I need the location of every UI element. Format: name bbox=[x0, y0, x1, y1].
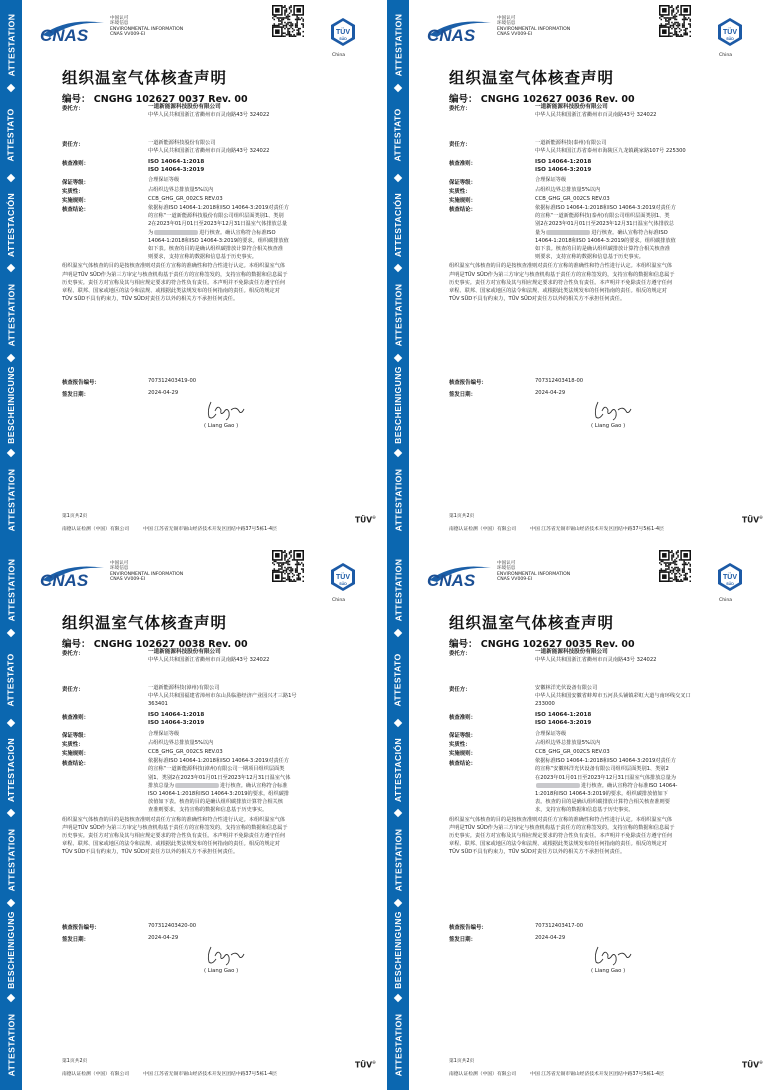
band-word bbox=[387, 725, 409, 815]
conclusion-fragment: 进行核查。确认宣称符合标准ISO bbox=[199, 229, 276, 236]
band-word bbox=[0, 0, 22, 90]
cnas-caption-line: ENVIRONMENTAL INFORMATION bbox=[110, 571, 184, 577]
band-word bbox=[387, 270, 409, 360]
client-name: 一道新能源科技股份有限公司 bbox=[148, 103, 221, 110]
band-word bbox=[0, 545, 22, 635]
signature bbox=[590, 398, 634, 422]
paragraph-line: 声明是TÜV SÜD作为第三方审定与核查机构基于责任方的宣称签发的，支持宣称的数据和信息属于 bbox=[449, 824, 675, 831]
footer-item: 中国 江苏省无锡市锡山经济技术开发区团结中路37号5栋1-4层 bbox=[143, 527, 277, 532]
field-label: 核查准则： bbox=[62, 161, 89, 168]
paragraph-line: 组织温室气体核查的目的是按核查准则对责任方宣称的准确性和符合性进行认定。本组织温室气体 bbox=[449, 816, 673, 823]
client-name: 一道新能源科技股份有限公司 bbox=[535, 648, 608, 655]
responsible-line: 一道新能源科技(泰州)有限公司 bbox=[535, 139, 607, 146]
field-label: 保证等级： bbox=[62, 733, 89, 739]
conclusion-line: 依据标准ISO 14064-1:2018和ISO 14064-3:2019对责任方 bbox=[148, 758, 290, 765]
band-word bbox=[387, 90, 409, 180]
band-word-text: ATTESTATION bbox=[393, 468, 404, 532]
conclusion-redacted-line bbox=[535, 782, 677, 790]
field-label: 实质性： bbox=[449, 742, 471, 749]
certificate-page bbox=[387, 545, 774, 1090]
paragraph-line: TÜV SÜD不具有约束力，TÜV SÜD对责任方以外的相关方不承担任何责任。 bbox=[449, 296, 626, 303]
statement-paragraph bbox=[62, 262, 362, 303]
tuv-footer-mark bbox=[355, 515, 376, 525]
paragraph-line: TÜV SÜD不具有约束力，TÜV SÜD对责任方以外的相关方不承担任何责任。 bbox=[62, 849, 239, 856]
conclusion-fragment: 进行核查。确认宣称符合标准ISO 14064- bbox=[581, 782, 678, 789]
field-label: 实施规则： bbox=[449, 751, 476, 758]
field-label: 核查报告编号： bbox=[62, 380, 100, 386]
conclusion-fragment: 为 bbox=[148, 229, 154, 236]
band-word-text: ATTESTATION bbox=[6, 13, 17, 77]
certificate-page bbox=[0, 0, 387, 545]
field-label: 核查报告编号： bbox=[449, 925, 487, 931]
responsible-line: 中华人民共和国江苏省泰州市海陵区九龙镇跳家路107号 225300 bbox=[535, 147, 686, 154]
band-word bbox=[0, 360, 22, 450]
signer-name: ( Liang Gao ) bbox=[591, 968, 626, 974]
tuv-badge-icon bbox=[717, 563, 743, 597]
band-word bbox=[387, 545, 409, 635]
responsible-line: 一道新能源科技股份有限公司 bbox=[148, 139, 216, 146]
qr-code-icon bbox=[659, 5, 691, 37]
conclusion-line: 的宣称“一道新能源科技(漳州)有限公司一期项目组织层面类 bbox=[148, 766, 285, 773]
conclusion-line: 则要求，支持宣称的数据和信息基于历史事实。 bbox=[148, 254, 257, 261]
paragraph-line: 声明是TÜV SÜD作为第三方审定与核查机构基于责任方的宣称签发的，支持宣称的数据和信息属于 bbox=[62, 824, 288, 831]
paragraph-line: 组织温室气体核查的目的是按核查准则对责任方宣称的准确性和符合性进行认定。本组织温室气体 bbox=[62, 263, 286, 270]
report-number: 707312403418-00 bbox=[535, 377, 584, 384]
band-word bbox=[0, 180, 22, 270]
field-label: 实质性： bbox=[62, 189, 84, 195]
cnas-caption-line: 中国认可 bbox=[497, 561, 516, 566]
footer-item: 南德认证检测（中国）有限公司 bbox=[449, 527, 517, 532]
conclusion-line: 依据标准ISO 14064-1:2018和ISO 14064-3:2019对责任方 bbox=[535, 758, 677, 765]
conclusion-line: 依据标准ISO 14064-1:2018和ISO 14064-3:2019对责任方 bbox=[148, 204, 290, 211]
program-rule: CCB_GHG_GR_002CS REV.03 bbox=[535, 748, 610, 755]
conclusion-line: 则要求，支持宣称的数据和信息基于历史事实。 bbox=[535, 254, 644, 261]
band-word-text: ATTESTACIÓN bbox=[6, 737, 17, 803]
band-word-text: ATTESTACIÓN bbox=[6, 192, 17, 258]
program-rule: CCB_GHG_GR_002CS REV.03 bbox=[148, 748, 223, 755]
signer-name: ( Liang Gao ) bbox=[204, 968, 239, 974]
field-label: 核查结论： bbox=[62, 207, 89, 214]
field-label: 签发日期： bbox=[449, 937, 476, 943]
tuv-footer-text: TÜV bbox=[742, 515, 760, 525]
conclusion-line: ISO 14064-1:2018和ISO 14064-3:2019的要求。组织碳排 bbox=[148, 790, 290, 797]
page-number: 第1页共2页 bbox=[449, 1059, 475, 1064]
band-word bbox=[0, 1000, 22, 1090]
document-number: 编号： CNGHG 102627 0037 Rev. 00 bbox=[62, 94, 248, 105]
band-word bbox=[387, 905, 409, 995]
svg-text:SÜD: SÜD bbox=[726, 37, 734, 41]
band-word-text: ATTESTATO bbox=[6, 653, 16, 707]
footer-item: 南德认证检测（中国）有限公司 bbox=[62, 527, 130, 532]
conclusion-line: 如下表。核查的目的是确认组织碳排放计算符合相关核查准 bbox=[148, 245, 283, 252]
materiality-value: 占组织边界总排放量5%以内 bbox=[535, 739, 601, 746]
cnas-caption-line: ENVIRONMENTAL INFORMATION bbox=[497, 571, 571, 577]
cnas-caption-line: 环境信息 bbox=[110, 566, 129, 572]
document-number: 编号： CNGHG 102627 0036 Rev. 00 bbox=[449, 94, 635, 105]
responsible-line: 中华人民共和国福建省漳州市东山县临港经济产业园兴才三路1号 bbox=[148, 692, 297, 699]
band-word-text: ATTESTATION bbox=[393, 13, 404, 77]
cnas-caption bbox=[497, 561, 570, 583]
tuv-badge-icon bbox=[717, 18, 743, 52]
field-label: 核查报告编号： bbox=[449, 380, 487, 386]
conclusion-fragment: 进行核查。确认宣称符合标准ISO bbox=[591, 229, 668, 236]
registered-mark: ® bbox=[759, 515, 764, 520]
conclusion-line: 的宣称“一道新能源科技(泰州)有限公司组织层面类别1、类 bbox=[535, 213, 670, 220]
band-word bbox=[387, 180, 409, 270]
field-label: 实质性： bbox=[449, 189, 471, 195]
field-label: 责任方： bbox=[62, 687, 84, 693]
band-word bbox=[0, 725, 22, 815]
client-name: 一道新能源科技股份有限公司 bbox=[535, 103, 608, 110]
registered-mark: ® bbox=[372, 1060, 377, 1065]
field-label: 保证等级： bbox=[62, 179, 89, 186]
tuv-footer-mark bbox=[742, 1060, 763, 1070]
sign-date: 2024-04-29 bbox=[148, 389, 179, 396]
cnas-caption bbox=[497, 16, 570, 38]
responsible-line: 一道新能源科技(漳州)有限公司 bbox=[148, 684, 220, 691]
paragraph-line: 组织温室气体核查的目的是按核查准则对责任方宣称的准确性和符合性进行认定。本组织温室气体 bbox=[62, 816, 286, 823]
cnas-logo-icon bbox=[425, 560, 495, 590]
conclusion-fragment: 量为 bbox=[535, 229, 546, 236]
cnas-logo-icon bbox=[38, 15, 108, 45]
paragraph-line: 历史事实。责任方对宣称及其与相应规定要求的符合性负有责任。本声明并不免除责任方遵守任何 bbox=[449, 832, 673, 839]
paragraph-line: 历史事实。责任方对宣称及其与相应规定要求的符合性负有责任。本声明并不免除责任方遵守任何 bbox=[62, 279, 286, 286]
band-word-text: ATTESTATION bbox=[6, 283, 17, 347]
field-label: 责任方： bbox=[449, 687, 471, 693]
paragraph-line: 历史事实。责任方对宣称及其与相应规定要求的符合性负有责任。本声明并不免除责任方遵守任何 bbox=[62, 832, 286, 839]
page-number: 第1页共2页 bbox=[62, 514, 88, 519]
footer-item: 中国 江苏省无锡市锡山经济技术开发区团结中路37号5栋1-4层 bbox=[530, 1072, 664, 1077]
band-word bbox=[387, 1000, 409, 1090]
page-number: 第1页共2页 bbox=[62, 1059, 88, 1064]
conclusion-line: 别1、类别2在2023年01月01日至2023年12月31日温室气体 bbox=[148, 774, 291, 781]
conclusion-line: 如下表。核查的目的是确认组织碳排放计算符合相关核查准 bbox=[535, 245, 670, 252]
side-band bbox=[0, 0, 22, 545]
paragraph-line: 声明是TÜV SÜD作为第三方审定与核查机构基于责任方的宣称签发的，支持宣称的数据和信息属于 bbox=[62, 271, 288, 278]
signature bbox=[203, 398, 247, 422]
conclusion-line: 放值如下表。核查的目的是确认组织碳排放计算符合相关核 bbox=[148, 799, 283, 806]
paragraph-line: TÜV SÜD不具有约束力，TÜV SÜD对责任方以外的相关方不承担任何责任。 bbox=[62, 296, 239, 303]
conclusion-line: 在2023年01月01日至2023年12月31日温室气体排放总量为 bbox=[535, 774, 676, 781]
cnas-caption-line: ENVIRONMENTAL INFORMATION bbox=[497, 26, 571, 32]
client-name: 一道新能源科技股份有限公司 bbox=[148, 648, 221, 655]
materiality-value: 占组织边界总排放量5%以内 bbox=[148, 739, 214, 746]
side-band bbox=[387, 545, 409, 1090]
svg-text:TÜV: TÜV bbox=[336, 574, 350, 581]
field-label: 核查报告编号： bbox=[62, 925, 100, 931]
cnas-caption-line: 环境信息 bbox=[110, 21, 129, 27]
redacted-value bbox=[154, 230, 198, 235]
band-word-text: BESCHEINIGUNG bbox=[393, 366, 403, 444]
redacted-value bbox=[546, 230, 590, 235]
cnas-logo-icon bbox=[425, 15, 495, 45]
field-label: 委托方： bbox=[62, 106, 84, 112]
conclusion-redacted-line bbox=[148, 229, 276, 237]
field-label: 保证等级： bbox=[449, 179, 476, 186]
svg-text:TÜV: TÜV bbox=[723, 29, 737, 36]
conclusion-line: 14064-1:2018和ISO 14064-3:2019的要求。组织碳排放值 bbox=[148, 237, 289, 244]
band-word-text: ATTESTATION bbox=[6, 1013, 17, 1077]
band-word-text: ATTESTACIÓN bbox=[393, 737, 404, 803]
criteria-standard: ISO 14064-1:2018 bbox=[535, 712, 592, 719]
tuv-badge-icon bbox=[330, 563, 356, 597]
field-label: 核查准则： bbox=[449, 161, 476, 168]
svg-text:TÜV: TÜV bbox=[336, 29, 350, 36]
criteria-standard: ISO 14064-1:2018 bbox=[535, 158, 592, 165]
sign-date: 2024-04-29 bbox=[148, 934, 179, 941]
band-word-text: ATTESTATION bbox=[6, 828, 17, 892]
client-address: 中华人民共和国浙江省衢州市百灵南路43号 324022 bbox=[535, 111, 657, 118]
report-number: 707312403419-00 bbox=[148, 377, 197, 384]
conclusion-line: 表。核查的目的是确认组织碳排放计算符合相关核查准则要 bbox=[535, 799, 670, 806]
band-word bbox=[387, 455, 409, 545]
paragraph-line: 组织温室气体核查的目的是按核查准则对责任方宣称的准确性和符合性进行认定。本组织温室气体 bbox=[449, 263, 673, 270]
assurance-level: 合理保证等级 bbox=[148, 177, 180, 184]
document-number: 编号： CNGHG 102627 0035 Rev. 00 bbox=[449, 639, 635, 650]
svg-text:CNAS: CNAS bbox=[427, 26, 476, 45]
band-word-text: BESCHEINIGUNG bbox=[6, 911, 16, 989]
criteria-standard: ISO 14064-1:2018 bbox=[148, 712, 205, 719]
conclusion-line: 查准则要求，支持宣称的数据和信息基于历史事实。 bbox=[148, 807, 268, 814]
criteria-standard: ISO 14064-3:2019 bbox=[535, 167, 592, 174]
report-number: 707312403417-00 bbox=[535, 922, 584, 929]
svg-text:SÜD: SÜD bbox=[726, 582, 734, 586]
footer-item: 南德认证检测（中国）有限公司 bbox=[449, 1072, 517, 1077]
paragraph-line: 章程、联邦、国家或地区的法令和法规、或根据此类法规发布的任何指南的责任。相反的规定对 bbox=[62, 841, 280, 848]
field-label: 实施规则： bbox=[449, 198, 476, 205]
band-word-text: ATTESTACIÓN bbox=[393, 192, 404, 258]
svg-text:CNAS: CNAS bbox=[427, 571, 476, 590]
cnas-caption bbox=[110, 561, 183, 583]
band-word bbox=[0, 905, 22, 995]
band-word bbox=[387, 635, 409, 725]
cnas-caption-line: CNAS VV009-EI bbox=[497, 577, 533, 583]
conclusion-redacted-line bbox=[535, 229, 668, 237]
qr-code-icon bbox=[272, 5, 304, 37]
field-label: 委托方： bbox=[449, 651, 471, 657]
paragraph-line: 历史事实。责任方对宣称及其与相应规定要求的符合性负有责任。本声明并不免除责任方遵守任何 bbox=[449, 279, 673, 286]
field-label: 核查结论： bbox=[62, 760, 89, 767]
tuv-footer-text: TÜV bbox=[355, 515, 373, 525]
cnas-caption-line: 中国认可 bbox=[497, 16, 516, 21]
redacted-value bbox=[175, 783, 219, 788]
assurance-level: 合理保证等级 bbox=[148, 730, 180, 737]
responsible-line: 安徽林洋光伏设备有限公司 bbox=[535, 684, 598, 691]
materiality-value: 占组织边界总排放量5%以内 bbox=[148, 186, 214, 193]
responsible-line: 363401 bbox=[148, 700, 168, 707]
footer bbox=[449, 525, 678, 532]
side-band bbox=[387, 0, 409, 545]
field-label: 委托方： bbox=[449, 106, 471, 112]
band-word-text: ATTESTATION bbox=[393, 828, 404, 892]
tuv-footer-text: TÜV bbox=[742, 1060, 760, 1070]
field-label: 签发日期： bbox=[62, 937, 89, 943]
country-label: China bbox=[332, 598, 346, 603]
cnas-caption-line: ENVIRONMENTAL INFORMATION bbox=[110, 26, 184, 32]
svg-text:CNAS: CNAS bbox=[40, 571, 89, 590]
cnas-caption-line: CNAS VV009-EI bbox=[497, 32, 533, 38]
client-address: 中华人民共和国浙江省衢州市百灵南路43号 324022 bbox=[148, 111, 270, 118]
conclusion-line: 依据标准ISO 14064-1:2018和ISO 14064-3:2019对责任方 bbox=[535, 204, 677, 211]
band-word-text: BESCHEINIGUNG bbox=[6, 366, 16, 444]
conclusion-fragment: 排放总量为 bbox=[148, 782, 174, 789]
field-label: 实质性： bbox=[62, 742, 84, 749]
field-label: 责任方： bbox=[62, 142, 84, 148]
statement-paragraph bbox=[62, 816, 362, 857]
program-rule: CCB_GHG_GR_002CS REV.03 bbox=[148, 195, 223, 202]
tuv-footer-mark bbox=[355, 1060, 376, 1070]
field-label: 核查准则： bbox=[449, 714, 476, 721]
side-band bbox=[0, 545, 22, 1090]
assurance-level: 合理保证等级 bbox=[535, 730, 567, 737]
cnas-caption-line: CNAS VV009-EI bbox=[110, 32, 146, 38]
footer-item: 中国 江苏省无锡市锡山经济技术开发区团结中路37号5栋1-4层 bbox=[143, 1072, 277, 1077]
tuv-footer-text: TÜV bbox=[355, 1060, 373, 1070]
footer bbox=[449, 1070, 678, 1077]
field-label: 实施规则： bbox=[62, 198, 89, 205]
field-label: 签发日期： bbox=[449, 392, 476, 398]
signature bbox=[590, 943, 634, 967]
band-word bbox=[387, 0, 409, 90]
svg-text:SÜD: SÜD bbox=[339, 582, 347, 586]
band-word bbox=[0, 270, 22, 360]
country-label: China bbox=[719, 53, 733, 58]
page-title: 组织温室气体核查声明 bbox=[62, 614, 228, 632]
criteria-standard: ISO 14064-3:2019 bbox=[148, 167, 205, 174]
page-title: 组织温室气体核查声明 bbox=[62, 69, 228, 87]
field-label: 责任方： bbox=[449, 142, 471, 148]
client-address: 中华人民共和国浙江省衢州市百灵南路43号 324022 bbox=[148, 656, 270, 663]
responsible-line: 中华人民共和国安徽省蚌埠市五河县头铺镇彩虹大道与南环线交叉口 bbox=[535, 692, 691, 699]
certificate-page bbox=[387, 0, 774, 545]
paragraph-line: 章程、联邦、国家或地区的法令和法规、或根据此类法规发布的任何指南的责任。相反的规定对 bbox=[449, 841, 667, 848]
cnas-caption bbox=[110, 16, 183, 38]
band-word-text: ATTESTATION bbox=[393, 283, 404, 347]
statement-paragraph bbox=[449, 262, 749, 303]
sign-date: 2024-04-29 bbox=[535, 934, 566, 941]
conclusion-redacted-line bbox=[148, 782, 287, 790]
country-label: China bbox=[719, 598, 733, 603]
field-label: 委托方： bbox=[62, 651, 84, 657]
band-word bbox=[0, 635, 22, 725]
report-number: 707312403420-00 bbox=[148, 922, 197, 929]
assurance-level: 合理保证等级 bbox=[535, 177, 567, 184]
band-word bbox=[0, 815, 22, 905]
document-number: 编号： CNGHG 102627 0038 Rev. 00 bbox=[62, 639, 248, 650]
band-word-text: ATTESTATION bbox=[6, 468, 17, 532]
cnas-caption-line: CNAS VV009-EI bbox=[110, 577, 146, 583]
cnas-caption-line: 中国认可 bbox=[110, 16, 129, 21]
page-number: 第1页共2页 bbox=[449, 514, 475, 519]
qr-code-icon bbox=[272, 550, 304, 582]
responsible-line: 233000 bbox=[535, 700, 555, 707]
conclusion-fragment: 进行核查。确认宣称符合标准 bbox=[219, 782, 288, 789]
cnas-caption-line: 环境信息 bbox=[497, 21, 516, 27]
responsible-line: 中华人民共和国浙江省衢州市百灵南路43号 324022 bbox=[148, 147, 270, 154]
paragraph-line: 章程、联邦、国家或地区的法令和法规、或根据此类法规发布的任何指南的责任。相反的规定对 bbox=[62, 287, 280, 294]
statement-paragraph bbox=[449, 816, 749, 857]
sign-date: 2024-04-29 bbox=[535, 389, 566, 396]
band-word bbox=[387, 360, 409, 450]
certificate-page bbox=[0, 545, 387, 1090]
conclusion-line: 的宣称“一道新能源科技股份有限公司组织层面类别1、类别 bbox=[148, 213, 284, 220]
criteria-standard: ISO 14064-1:2018 bbox=[148, 158, 205, 165]
signer-name: ( Liang Gao ) bbox=[204, 423, 239, 429]
conclusion-line: 求，支持宣称的数据和信息基于历史事实。 bbox=[535, 807, 634, 814]
paragraph-line: 声明是TÜV SÜD作为第三方审定与核查机构基于责任方的宣称签发的，支持宣称的数据和信息属于 bbox=[449, 271, 675, 278]
band-word-text: ATTESTATION bbox=[6, 558, 17, 622]
paragraph-line: 章程、联邦、国家或地区的法令和法规、或根据此类法规发布的任何指南的责任。相反的规定对 bbox=[449, 287, 667, 294]
band-word-text: ATTESTATO bbox=[393, 108, 403, 162]
materiality-value: 占组织边界总排放量5%以内 bbox=[535, 186, 601, 193]
registered-mark: ® bbox=[759, 1060, 764, 1065]
paragraph-line: TÜV SÜD不具有约束力，TÜV SÜD对责任方以外的相关方不承担任何责任。 bbox=[449, 849, 626, 856]
signer-name: ( Liang Gao ) bbox=[591, 423, 626, 429]
cnas-caption-line: 中国认可 bbox=[110, 561, 129, 566]
criteria-standard: ISO 14064-3:2019 bbox=[535, 720, 592, 727]
conclusion-line: 的宣称“安徽林洋光伏设备有限公司组织层面类别1、类别2 bbox=[535, 766, 669, 773]
field-label: 实施规则： bbox=[62, 751, 89, 758]
svg-text:SÜD: SÜD bbox=[339, 37, 347, 41]
footer-item: 中国 江苏省无锡市锡山经济技术开发区团结中路37号5栋1-4层 bbox=[530, 527, 664, 532]
footer bbox=[62, 1070, 291, 1077]
tuv-footer-mark bbox=[742, 515, 763, 525]
footer bbox=[62, 525, 291, 532]
band-word-text: ATTESTATO bbox=[6, 108, 16, 162]
band-word bbox=[387, 815, 409, 905]
cnas-logo-icon bbox=[38, 560, 108, 590]
band-word-text: BESCHEINIGUNG bbox=[393, 911, 403, 989]
client-address: 中华人民共和国浙江省衢州市百灵南路43号 324022 bbox=[535, 656, 657, 663]
registered-mark: ® bbox=[372, 515, 377, 520]
conclusion-line: 1:2018和ISO 14064-3:2019的要求。组织碳排放值如下 bbox=[535, 790, 668, 797]
signature bbox=[203, 943, 247, 967]
band-word-text: ATTESTATO bbox=[393, 653, 403, 707]
field-label: 核查结论： bbox=[449, 760, 476, 767]
qr-code-icon bbox=[659, 550, 691, 582]
field-label: 核查结论： bbox=[449, 207, 476, 214]
svg-text:TÜV: TÜV bbox=[723, 574, 737, 581]
page-title: 组织温室气体核查声明 bbox=[449, 614, 615, 632]
band-word bbox=[0, 90, 22, 180]
band-word bbox=[0, 455, 22, 545]
field-label: 保证等级： bbox=[449, 733, 476, 739]
conclusion-line: 别2在2023年01月01日至2023年12月31日温室气体排放总 bbox=[535, 221, 675, 228]
criteria-standard: ISO 14064-3:2019 bbox=[148, 720, 205, 727]
cnas-caption-line: 环境信息 bbox=[497, 566, 516, 572]
svg-text:CNAS: CNAS bbox=[40, 26, 89, 45]
footer-item: 南德认证检测（中国）有限公司 bbox=[62, 1072, 130, 1077]
tuv-badge-icon bbox=[330, 18, 356, 52]
page-title: 组织温室气体核查声明 bbox=[449, 69, 615, 87]
band-word-text: ATTESTATION bbox=[393, 558, 404, 622]
band-word-text: ATTESTATION bbox=[393, 1013, 404, 1077]
field-label: 签发日期： bbox=[62, 392, 89, 398]
field-label: 核查准则： bbox=[62, 714, 89, 721]
conclusion-line: 14064-1:2018和ISO 14064-3:2019的要求。组织碳排放值 bbox=[535, 237, 676, 244]
redacted-value bbox=[536, 783, 580, 788]
conclusion-line: 2在2023年01月01日至2023年12月31日温室气体排放总量 bbox=[148, 221, 288, 228]
country-label: China bbox=[332, 53, 346, 58]
program-rule: CCB_GHG_GR_002CS REV.03 bbox=[535, 195, 610, 202]
